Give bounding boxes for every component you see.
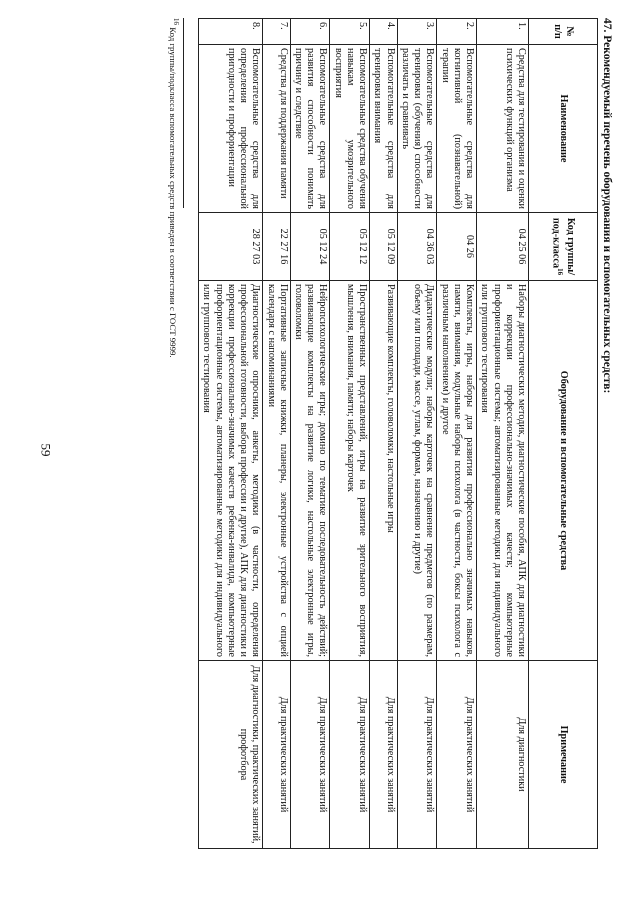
row-code: 28 27 03 — [199, 213, 263, 281]
row-equipment: Нейропсихологические игры; домино по тематике последовательность действий; развивающие комплекты на развитие логики, настольные электронные игры, головоломки — [290, 281, 330, 661]
row-number: 8. — [199, 19, 263, 45]
row-code: 05 12 09 — [370, 213, 397, 281]
table-row — [290, 19, 330, 849]
table-row — [477, 19, 529, 849]
row-name: Средства для тестирования и оценки психических функций организма — [477, 45, 529, 213]
row-code: 22 27 16 — [263, 213, 290, 281]
header-note: Примечание — [529, 661, 598, 849]
table-row — [199, 19, 263, 849]
row-number: 2. — [437, 19, 477, 45]
row-number: 1. — [477, 19, 529, 45]
row-note: Для практических занятий — [437, 661, 477, 849]
row-equipment: Наборы диагностических методик, диагностические пособия, АПК для диагностики и коррекции профессионально-значимых качеств; компьютерные профориентационные системы; автоматизированные методики для индивидуального или группового тестирования — [477, 281, 529, 661]
row-code: 04 25 06 — [477, 213, 529, 281]
table-row — [330, 19, 370, 849]
row-equipment: Диагностические опросники, анкеты, методики (в частности, определения профессиональной готовности, выбора профессии и другие), АПК для диагностики и коррекции профессионально-значимых качеств ребенка-инвалида, компьютерные профориентационные системы, автоматизированные методики для индивидуального или группового тестирования — [199, 281, 263, 661]
table-header-row — [529, 19, 598, 849]
page-number: 59 — [38, 443, 53, 457]
row-note: Для практических занятий — [370, 661, 397, 849]
row-note: Для практических занятий — [290, 661, 330, 849]
table-row — [437, 19, 477, 849]
row-name: Средства для поддержания памяти — [263, 45, 290, 213]
footnote-divider — [183, 18, 184, 208]
header-equipment: Оборудование и вспомогательные средства — [529, 281, 598, 661]
section-title: 47. Рекомендуемый перечень оборудования и вспомогательных средств: — [601, 18, 613, 394]
footnote — [168, 18, 180, 848]
row-number: 4. — [370, 19, 397, 45]
footnote-text: Код группы/подкласса вспомогательных средств приведен в соответствии с ГОСТ 9999. — [168, 25, 179, 358]
row-name: Вспомогательные средства для определения профессиональной пригодности и профориентации — [199, 45, 263, 213]
row-equipment: Портативные записные книжки, планеры, электронные устройства с опцией календаря с напоминаниями — [263, 281, 290, 661]
table-row — [370, 19, 397, 849]
header-code-footnote-ref: 16 — [556, 268, 565, 276]
footnote-marker: 16 — [172, 18, 181, 25]
row-name: Вспомогательные средства для тренировки (обучения) способности различать и сравнивать — [397, 45, 437, 213]
row-code: 04 36 03 — [397, 213, 437, 281]
equipment-table — [198, 18, 598, 849]
row-equipment: Развивающие комплекты, головоломки, настольные игры — [370, 281, 397, 661]
rotated-content — [25, 18, 615, 848]
row-code: 05 12 12 — [330, 213, 370, 281]
row-note: Для практических занятий — [263, 661, 290, 849]
row-name: Вспомогательные средства для тренировки внимания — [370, 45, 397, 213]
row-equipment: Пространственных представлений, игры на развитие зрительного восприятия, мышления, внимания, памяти; наборы карточек — [330, 281, 370, 661]
row-note: Для практических занятий — [397, 661, 437, 849]
row-code: 04 26 — [437, 213, 477, 281]
row-number: 6. — [290, 19, 330, 45]
row-name: Вспомогательные средства обучения навыкам умозрительного восприятия — [330, 45, 370, 213]
row-name: Вспомогательные средства для когнитивной (познавательной) терапии — [437, 45, 477, 213]
header-num: № п/п — [529, 19, 598, 45]
table-body — [199, 19, 529, 849]
row-name: Вспомогательные средства для развития способности понимать причину и следствие — [290, 45, 330, 213]
row-code: 05 12 24 — [290, 213, 330, 281]
row-note: Для диагностики, практических занятий, профотбора — [199, 661, 263, 849]
row-note: Для практических занятий — [330, 661, 370, 849]
table-row — [397, 19, 437, 849]
table-row — [263, 19, 290, 849]
row-number: 3. — [397, 19, 437, 45]
header-name: Наименование — [529, 45, 598, 213]
row-equipment: Комплекты, игры, наборы для развития профессионально значимых навыков, памяти, внимания, модульные наборы психолога (в частности, боксы психолога с различным наполнением) и другое — [437, 281, 477, 661]
row-equipment: Дидактические модули; наборы карточек на сравнение предметов (по размерам, объему или площади, массе, углам, формам, назначению и другие) — [397, 281, 437, 661]
row-note: Для диагностики — [477, 661, 529, 849]
header-code: Код группы/под-класса$^{16}$ — [529, 213, 598, 281]
row-number: 5. — [330, 19, 370, 45]
row-number: 7. — [263, 19, 290, 45]
